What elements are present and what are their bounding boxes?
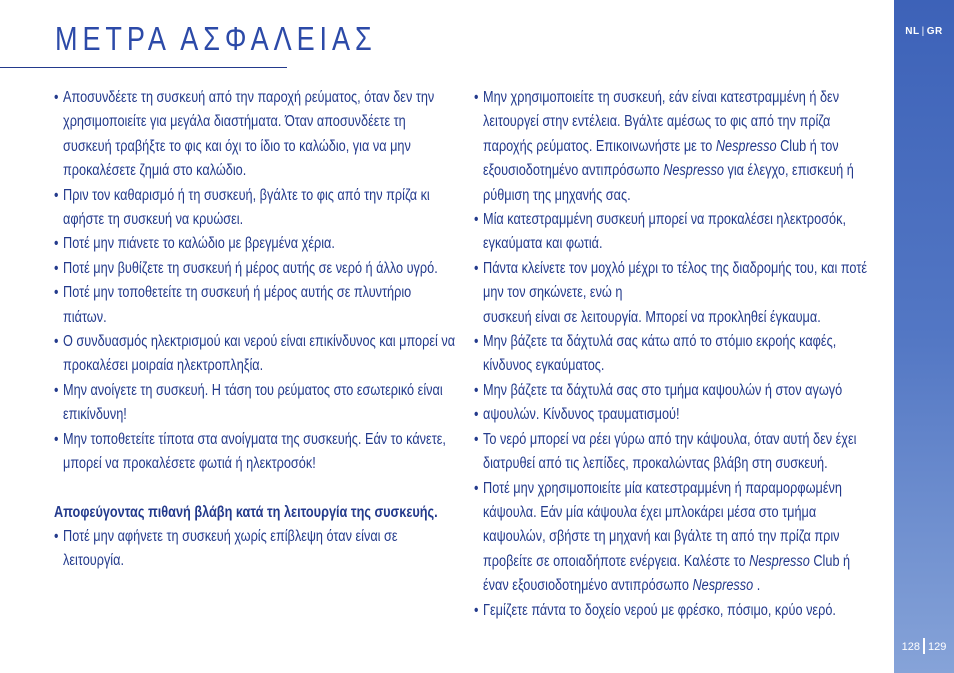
lang-separator: |	[921, 26, 925, 37]
safety-list-right	[474, 86, 876, 623]
left-column	[54, 86, 454, 574]
page-title: ΜΕΤΡΑ ΑΣΦΑΛΕΙΑΣ	[55, 20, 377, 57]
list-item: • Μην βάζετε τα δάχτυλά σας κάτω από το στόμιο εκροής καφές, κίνδυνος εγκαύματος.	[474, 330, 876, 379]
page-number-left: 128	[901, 640, 920, 653]
list-item: • αψουλών. Κίνδυνος τραυματισμού!	[474, 403, 876, 427]
list-item: • Ποτέ μην βυθίζετε τη συσκευή ή μέρος αυτής σε νερό ή άλλο υγρό.	[54, 257, 456, 281]
section-subheading: Αποφεύγοντας πιθανή βλάβη κατά τη λειτουργία της συσκευής.	[54, 503, 438, 521]
safety-list-left	[54, 86, 456, 477]
safety-list-operation	[54, 525, 456, 574]
list-item: • Μία κατεστραμμένη συσκευή μπορεί να προκαλέσει ηλεκτροσόκ, εγκαύματα και φωτιά.	[474, 208, 876, 257]
page-divider	[923, 638, 925, 654]
brand-name: Nespresso	[749, 552, 810, 570]
list-item	[474, 86, 876, 208]
item-text: Club ή έναν εξουσιοδοτημένο αντιπρόσωπο	[483, 552, 851, 595]
item-text: Μην χρησιμοποιείτε τη συσκευή, εάν είναι κατεστραμμένη ή δεν λειτουργεί στην εντέλεια. Βγάλτε αμέσως το φις από την πρίζα παροχής ρεύματος. Επικοινωνήστε με το	[483, 89, 840, 155]
item-text: Ποτέ μην χρησιμοποιείτε μία κατεστραμμένη ή παραμορφωμένη κάψουλα. Εάν μία κάψουλα έχει μπλοκάρει μέσα στο τμήμα καψουλών, σβήστε τη μηχανή και βγάλτε τη από την πρίζα πριν προβείτε σε οποιαδήποτε ενέργεια. Καλέστε το	[483, 479, 842, 570]
list-item: • Ο συνδυασμός ηλεκτρισμού και νερού είναι επικίνδυνος και μπορεί να προκαλέσει μοιραία ηλεκτροπληξία.	[54, 330, 456, 379]
item-text: .	[753, 577, 761, 595]
list-item: • Το νερό μπορεί να ρέει γύρω από την κάψουλα, όταν αυτή δεν έχει διατρυθεί από τις λεπίδες, προκαλώντας βλάβη στη συσκευή.	[474, 428, 876, 477]
page-numbers	[894, 639, 954, 655]
item-text: για έλεγχο, επισκευή ή ρύθμιση της μηχανής σας.	[483, 162, 854, 204]
list-item	[474, 257, 876, 330]
brand-name: Nespresso	[715, 137, 777, 155]
item-text: Club ή τον εξουσιοδοτημένο αντιπρόσωπο	[483, 137, 839, 180]
list-item: • Πριν τον καθαρισμό ή τη συσκευή, βγάλτε το φις από την πρίζα κι αφήστε τη συσκευή να κρυώσει.	[54, 184, 456, 233]
lang-gr: GR	[926, 26, 943, 37]
page-number-right: 129	[928, 640, 947, 653]
brand-name: Nespresso	[692, 577, 754, 595]
list-item: • Γεμίζετε πάντα το δοχείο νερού με φρέσκο, πόσιμο, κρύο νερό.	[474, 599, 876, 623]
list-item: • Μην τοποθετείτε τίποτα στα ανοίγματα της συσκευής. Εάν το κάνετε, μπορεί να προκαλέσετε φωτιά ή ηλεκτροσόκ!	[54, 428, 456, 477]
right-column	[474, 86, 874, 623]
list-item: • Μην ανοίγετε τη συσκευή. Η τάση του ρεύματος στο εσωτερικό είναι επικίνδυνη!	[54, 379, 456, 428]
list-item: • Ποτέ μην πιάνετε το καλώδιο με βρεγμένα χέρια.	[54, 232, 456, 256]
item-text: Πάντα κλείνετε τον μοχλό μέχρι το τέλος της διαδρομής του, και ποτέ μην τον σηκώνετε, ενώ η	[483, 259, 868, 302]
brand-name: Nespresso	[663, 162, 724, 180]
list-item: • Μην βάζετε τα δάχτυλά σας στο τμήμα καψουλών ή στον αγωγό	[474, 379, 876, 403]
list-item: • Ποτέ μην τοποθετείτε τη συσκευή ή μέρος αυτής σε πλυντήριο πιάτων.	[54, 281, 456, 330]
item-text: συσκευή είναι σε λειτουργία. Μπορεί να προκληθεί έγκαυμα.	[483, 308, 821, 326]
language-indicator	[894, 26, 954, 37]
lang-nl: NL	[905, 26, 920, 37]
title-underline	[0, 67, 287, 68]
side-tab	[894, 0, 954, 673]
list-item: • Αποσυνδέετε τη συσκευή από την παροχή ρεύματος, όταν δεν την χρησιμοποιείτε για μεγάλα διαστήματα. Όταν αποσυνδέετε τη συσκευή τραβήξτε το φις και όχι το ίδιο το καλώδιο, για να μην προκαλέσετε ζημιά στο καλώδιο.	[54, 86, 456, 184]
list-item	[474, 477, 876, 599]
list-item: • Ποτέ μην αφήνετε τη συσκευή χωρίς επίβλεψη όταν είναι σε λειτουργία.	[54, 525, 456, 574]
